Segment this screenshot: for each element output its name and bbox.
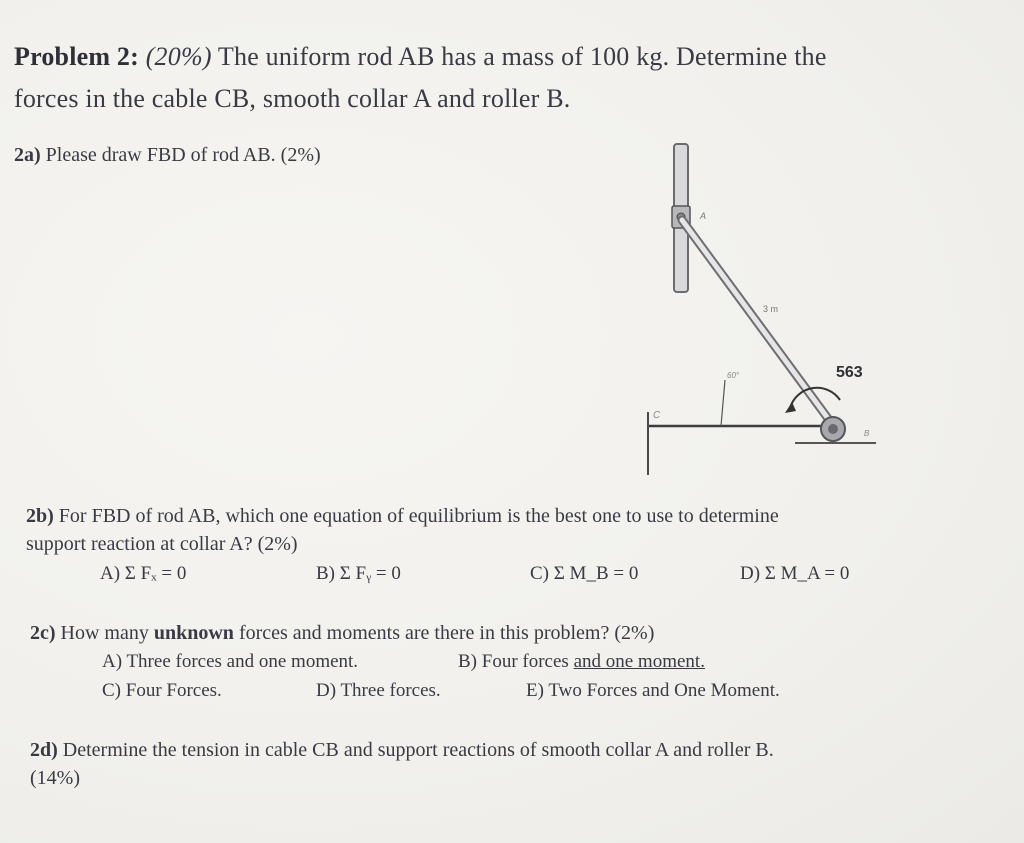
label-angle: 60° bbox=[727, 371, 740, 380]
part-c-option-b-underlined: and one moment. bbox=[573, 651, 705, 672]
part-c-option-b[interactable] bbox=[458, 651, 705, 673]
part-b-option-a[interactable]: A) Σ Fₓ = 0 bbox=[100, 563, 187, 584]
part-b-text-line-2: support reaction at collar A? (2%) bbox=[26, 533, 298, 555]
part-c bbox=[30, 622, 654, 645]
part-b-option-c[interactable]: C) Σ M_B = 0 bbox=[530, 563, 639, 584]
part-b-option-d[interactable]: D) Σ M_A = 0 bbox=[740, 563, 850, 584]
moment-arrowhead bbox=[785, 402, 796, 413]
part-b-label: 2b) bbox=[26, 505, 54, 527]
part-c-option-b-prefix: B) Four forces bbox=[458, 651, 574, 672]
label-a: A bbox=[700, 211, 707, 221]
problem-label: Problem 2: bbox=[14, 42, 139, 71]
part-b-text-line-1: For FBD of rod AB, which one equation of equilibrium is the best one to use to determine bbox=[58, 505, 779, 527]
part-c-option-d[interactable]: D) Three forces. bbox=[316, 680, 441, 701]
label-length: 3 m bbox=[763, 304, 779, 314]
page-number: 563 bbox=[836, 364, 863, 381]
part-a-label: 2a) bbox=[14, 144, 41, 166]
problem-text-line-2: forces in the cable CB, smooth collar A and roller B. bbox=[14, 84, 571, 113]
problem-text-line-1: The uniform rod AB has a mass of 100 kg. Determine the bbox=[217, 42, 827, 71]
part-d-label: 2d) bbox=[30, 739, 58, 761]
label-c: C bbox=[653, 410, 661, 421]
part-c-option-c[interactable]: C) Four Forces. bbox=[102, 680, 222, 701]
part-c-text-bold: unknown bbox=[153, 622, 234, 644]
problem-percent: (20%) bbox=[145, 42, 212, 71]
part-c-text-post: forces and moments are there in this problem? (2%) bbox=[238, 622, 655, 644]
part-d-text-line-1: Determine the tension in cable CB and support reactions of smooth collar A and roller B. bbox=[62, 739, 774, 761]
part-d-text-line-2: (14%) bbox=[30, 767, 80, 789]
part-b-option-b[interactable]: B) Σ Fᵧ = 0 bbox=[316, 563, 401, 584]
part-c-option-e[interactable]: E) Two Forces and One Moment. bbox=[526, 680, 780, 701]
part-a bbox=[14, 144, 321, 167]
problem-heading bbox=[14, 42, 827, 72]
part-c-text-pre: How many bbox=[60, 622, 149, 644]
part-a-text: Please draw FBD of rod AB. (2%) bbox=[45, 144, 321, 166]
label-b: B bbox=[864, 429, 870, 438]
rod-ab-highlight bbox=[682, 220, 835, 428]
roller-b-hub bbox=[828, 424, 838, 434]
part-c-option-a[interactable]: A) Three forces and one moment. bbox=[102, 651, 359, 672]
part-c-label: 2c) bbox=[30, 622, 56, 644]
rod-diagram bbox=[620, 130, 900, 490]
part-d bbox=[30, 739, 774, 762]
part-b bbox=[26, 505, 779, 528]
angle-reference-line bbox=[721, 380, 725, 426]
